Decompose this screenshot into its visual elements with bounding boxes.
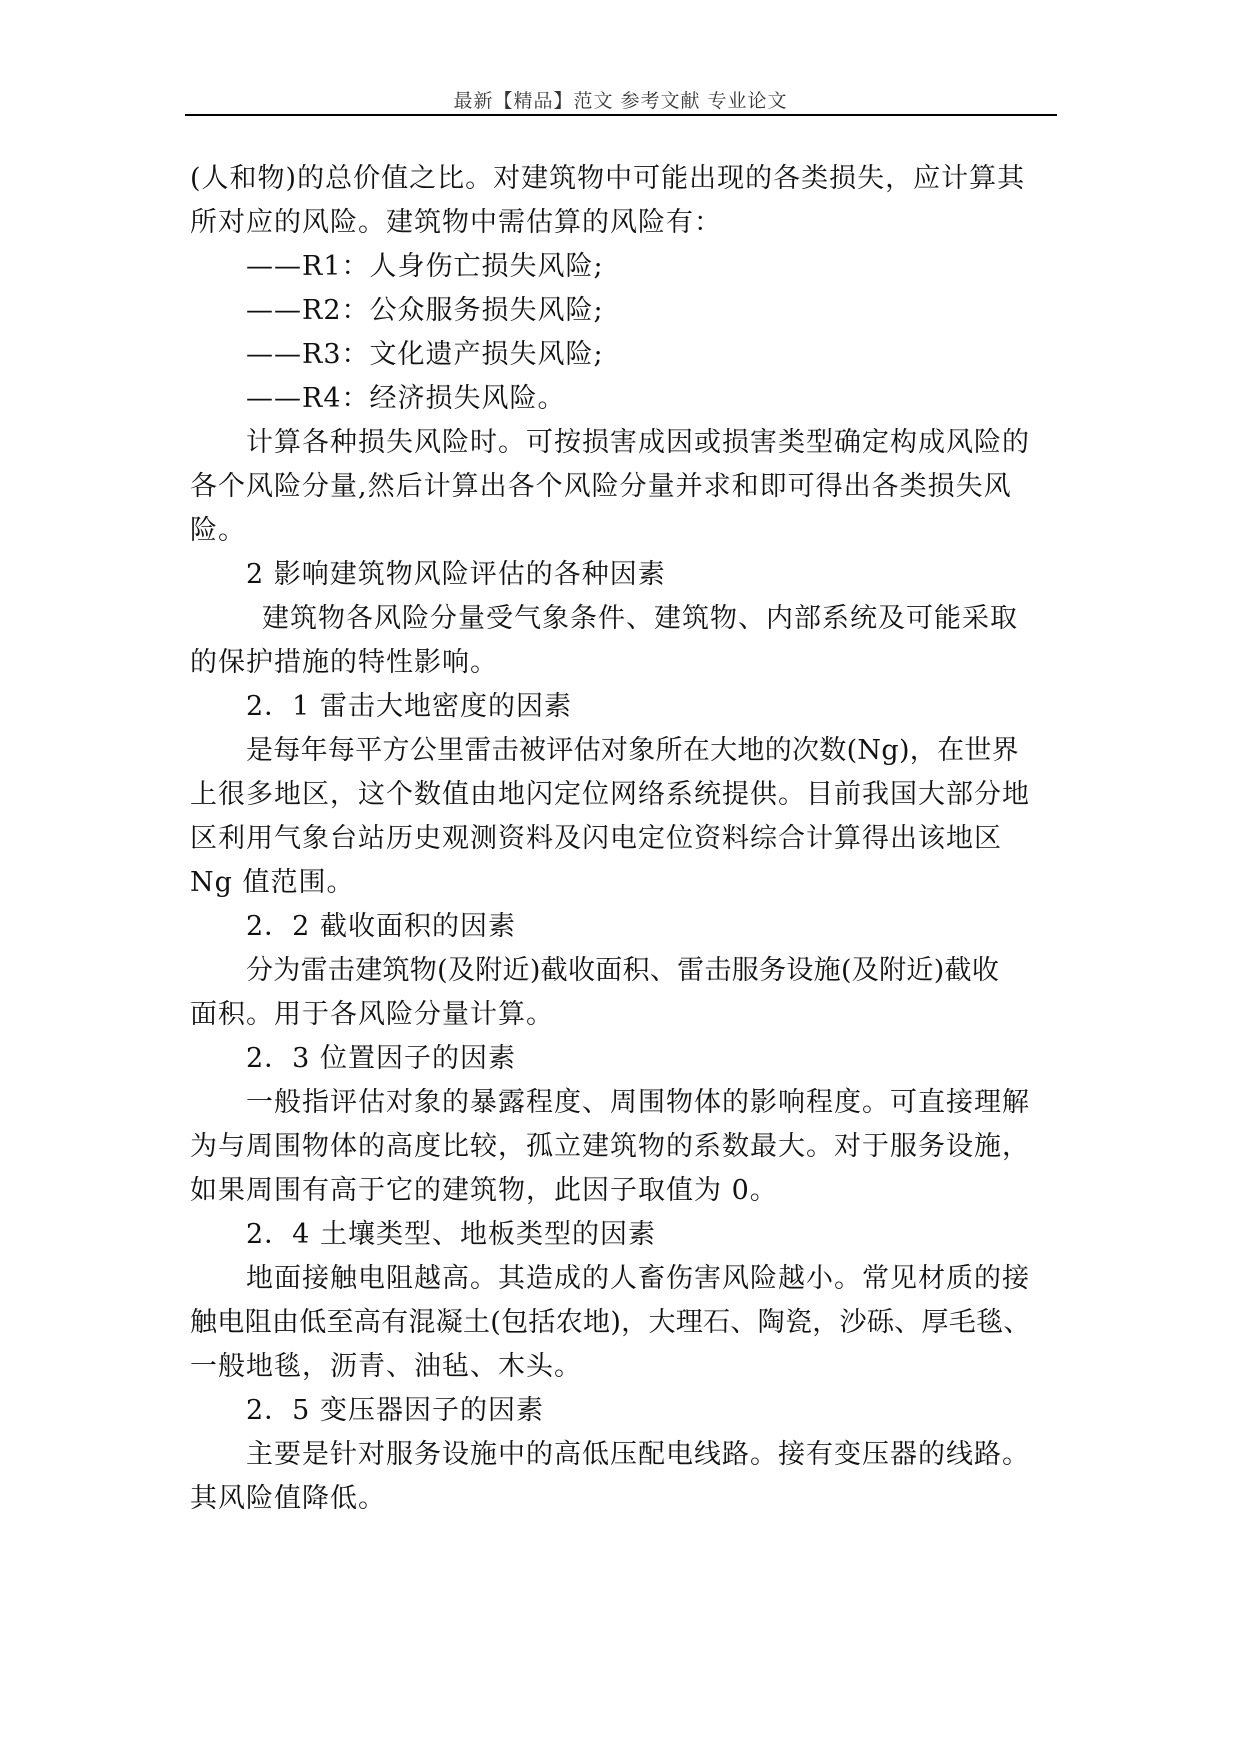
- body-line: 分为雷击建筑物(及附近)截收面积、雷击服务设施(及附近)截收: [246, 955, 1000, 986]
- body-line: 触电阻由低至高有混凝土(包括农地)，大理石、陶瓷，沙砾、厚毛毯、: [190, 1307, 1031, 1338]
- body-line: 所对应的风险。建筑物中需估算的风险有：: [190, 207, 722, 238]
- body-line: 是每年每平方公里雷击被评估对象所在大地的次数(Ng)，在世界: [246, 735, 1019, 766]
- body-line: 主要是针对服务设施中的高低压配电线路。接有变压器的线路。: [246, 1439, 1030, 1470]
- body-line: 险。: [190, 515, 246, 546]
- body-line: 上很多地区，这个数值由地闪定位网络系统提供。目前我国大部分地: [190, 779, 1030, 810]
- risk-list-item: ——R2：公众服务损失风险;: [246, 295, 604, 326]
- page-header: 最新【精品】范文 参考文献 专业论文: [453, 90, 788, 112]
- document-body: [190, 157, 1060, 1521]
- body-line: 各个风险分量,然后计算出各个风险分量并求和即可得出各类损失风: [190, 471, 1012, 502]
- risk-list-item: ——R4：经济损失风险。: [246, 383, 566, 414]
- risk-list-item: ——R1：人身伤亡损失风险;: [246, 251, 604, 282]
- body-line: 如果周围有高于它的建筑物，此因子取值为 0。: [190, 1175, 778, 1206]
- body-line: 的保护措施的特性影响。: [190, 647, 498, 678]
- body-line: 地面接触电阻越高。其造成的人畜伤害风险越小。常见材质的接: [246, 1263, 1030, 1294]
- body-line: 其风险值降低。: [190, 1483, 386, 1514]
- subsection-heading: 2．2 截收面积的因素: [246, 911, 516, 942]
- header-divider: [185, 114, 1057, 116]
- body-line: 区利用气象台站历史观测资料及闪电定位资料综合计算得出该地区: [190, 823, 1002, 854]
- body-line: 面积。用于各风险分量计算。: [190, 999, 554, 1030]
- body-line: Ng 值范围。: [190, 867, 355, 898]
- body-line: (人和物)的总价值之比。对建筑物中可能出现的各类损失，应计算其: [190, 163, 1026, 194]
- body-line: 一般指评估对象的暴露程度、周围物体的影响程度。可直接理解: [246, 1087, 1030, 1118]
- subsection-heading: 2．4 土壤类型、地板类型的因素: [246, 1219, 656, 1250]
- subsection-heading: 2．3 位置因子的因素: [246, 1043, 516, 1074]
- body-line: 建筑物各风险分量受气象条件、建筑物、内部系统及可能采取: [262, 603, 1018, 634]
- body-line: 一般地毯，沥青、油毡、木头。: [190, 1351, 582, 1382]
- section-heading: 2 影响建筑物风险评估的各种因素: [246, 559, 666, 590]
- subsection-heading: 2．5 变压器因子的因素: [246, 1395, 544, 1426]
- subsection-heading: 2．1 雷击大地密度的因素: [246, 691, 572, 722]
- risk-list-item: ——R3：文化遗产损失风险;: [246, 339, 604, 370]
- body-line: 为与周围物体的高度比较，孤立建筑物的系数最大。对于服务设施，: [190, 1131, 1030, 1162]
- body-line: 计算各种损失风险时。可按损害成因或损害类型确定构成风险的: [246, 427, 1030, 458]
